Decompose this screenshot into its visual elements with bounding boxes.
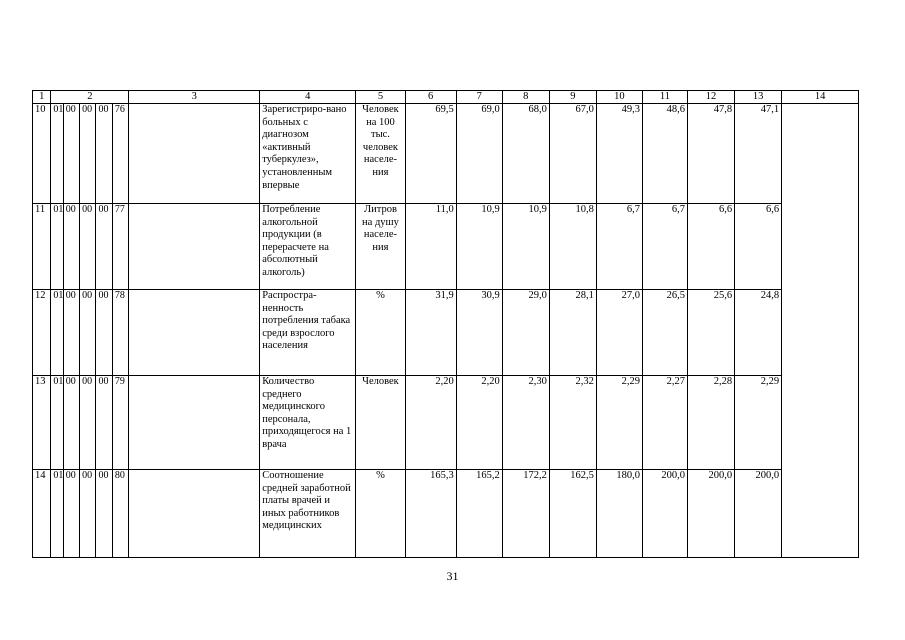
empty-cell [129, 376, 260, 470]
header-cell: 9 [549, 91, 596, 104]
header-cell: 7 [456, 91, 502, 104]
value-cell: 6,6 [735, 204, 782, 290]
value-cell: 26,5 [642, 290, 687, 376]
indicator-name-cell: Зарегистриро-вано больных с диагнозом «активный туберкулез», установленным впервые [260, 104, 356, 204]
empty-cell [129, 290, 260, 376]
code-cell: 01 [51, 290, 63, 376]
value-cell: 180,0 [596, 470, 642, 558]
value-cell: 6,6 [687, 204, 734, 290]
header-cell: 14 [782, 91, 859, 104]
value-cell: 2,29 [735, 376, 782, 470]
code-cell: 01 [51, 470, 63, 558]
code-cell: 00 [96, 104, 112, 204]
value-cell: 10,8 [549, 204, 596, 290]
value-cell: 24,8 [735, 290, 782, 376]
value-cell: 31,9 [405, 290, 456, 376]
code-cell: 00 [80, 470, 96, 558]
value-cell: 6,7 [596, 204, 642, 290]
empty-cell [129, 470, 260, 558]
value-cell: 48,6 [642, 104, 687, 204]
page-number: 31 [446, 569, 459, 583]
empty-cell [129, 104, 260, 204]
code-cell: 00 [96, 204, 112, 290]
code-cell: 00 [80, 290, 96, 376]
code-cell: 00 [63, 104, 79, 204]
header-cell: 8 [502, 91, 549, 104]
indicator-table [32, 90, 859, 558]
row-number-cell: 14 [33, 470, 51, 558]
header-cell: 4 [260, 91, 356, 104]
header-cell: 12 [687, 91, 734, 104]
value-cell: 6,7 [642, 204, 687, 290]
table-row [33, 104, 859, 204]
indicator-name-cell: Потребление алкогольной продукции (в перерасчете на абсолютный алкоголь) [260, 204, 356, 290]
code-cell: 00 [63, 376, 79, 470]
code-cell: 01 [51, 376, 63, 470]
value-cell: 69,5 [405, 104, 456, 204]
value-cell: 2,30 [502, 376, 549, 470]
table-row [33, 290, 859, 376]
indicator-name-cell: Количество среднего медицинского персонала, приходящегося на 1 врача [260, 376, 356, 470]
code-cell: 00 [63, 290, 79, 376]
code-cell: 78 [112, 290, 128, 376]
code-cell: 00 [96, 470, 112, 558]
table-row [33, 204, 859, 290]
header-cell: 2 [51, 91, 129, 104]
value-cell: 10,9 [502, 204, 549, 290]
value-cell: 200,0 [735, 470, 782, 558]
value-cell: 68,0 [502, 104, 549, 204]
code-cell: 00 [80, 376, 96, 470]
table-row [33, 470, 859, 558]
value-cell: 28,1 [549, 290, 596, 376]
value-cell: 200,0 [642, 470, 687, 558]
table-row [33, 376, 859, 470]
header-cell: 11 [642, 91, 687, 104]
value-cell: 25,6 [687, 290, 734, 376]
unit-cell: % [356, 470, 405, 558]
value-cell: 27,0 [596, 290, 642, 376]
value-cell: 200,0 [687, 470, 734, 558]
value-cell: 10,9 [456, 204, 502, 290]
code-cell: 77 [112, 204, 128, 290]
unit-cell: Литров на душу населе-ния [356, 204, 405, 290]
value-cell: 29,0 [502, 290, 549, 376]
row-number-cell: 12 [33, 290, 51, 376]
code-cell: 01 [51, 204, 63, 290]
header-row [33, 91, 859, 104]
code-cell: 01 [51, 104, 63, 204]
code-cell: 76 [112, 104, 128, 204]
code-cell: 00 [63, 204, 79, 290]
value-cell: 2,29 [596, 376, 642, 470]
code-cell: 80 [112, 470, 128, 558]
indicator-name-cell: Соотношение средней заработной платы врачей и иных работников медицинских [260, 470, 356, 558]
empty-cell [129, 204, 260, 290]
value-cell: 11,0 [405, 204, 456, 290]
unit-cell: Человек на 100 тыс. человек населе-ния [356, 104, 405, 204]
value-cell: 2,32 [549, 376, 596, 470]
header-cell: 10 [596, 91, 642, 104]
value-cell: 69,0 [456, 104, 502, 204]
value-cell: 2,20 [405, 376, 456, 470]
code-cell: 00 [80, 104, 96, 204]
code-cell: 00 [96, 376, 112, 470]
code-cell: 79 [112, 376, 128, 470]
indicator-name-cell: Распростра-ненность потребления табака среди взрослого населения [260, 290, 356, 376]
code-cell: 00 [96, 290, 112, 376]
header-cell: 1 [33, 91, 51, 104]
value-cell: 30,9 [456, 290, 502, 376]
row-number-cell: 13 [33, 376, 51, 470]
unit-cell: Человек [356, 376, 405, 470]
value-cell: 2,28 [687, 376, 734, 470]
row-number-cell: 10 [33, 104, 51, 204]
value-cell: 47,8 [687, 104, 734, 204]
value-cell: 165,2 [456, 470, 502, 558]
value-cell: 162,5 [549, 470, 596, 558]
code-cell: 00 [80, 204, 96, 290]
value-cell: 2,27 [642, 376, 687, 470]
value-cell: 2,20 [456, 376, 502, 470]
header-cell: 6 [405, 91, 456, 104]
value-cell: 47,1 [735, 104, 782, 204]
value-cell: 49,3 [596, 104, 642, 204]
row-number-cell: 11 [33, 204, 51, 290]
header-cell: 5 [356, 91, 405, 104]
value-cell: 67,0 [549, 104, 596, 204]
header-cell: 13 [735, 91, 782, 104]
empty-cell [782, 104, 859, 558]
unit-cell: % [356, 290, 405, 376]
value-cell: 172,2 [502, 470, 549, 558]
value-cell: 165,3 [405, 470, 456, 558]
header-cell: 3 [129, 91, 260, 104]
code-cell: 00 [63, 470, 79, 558]
